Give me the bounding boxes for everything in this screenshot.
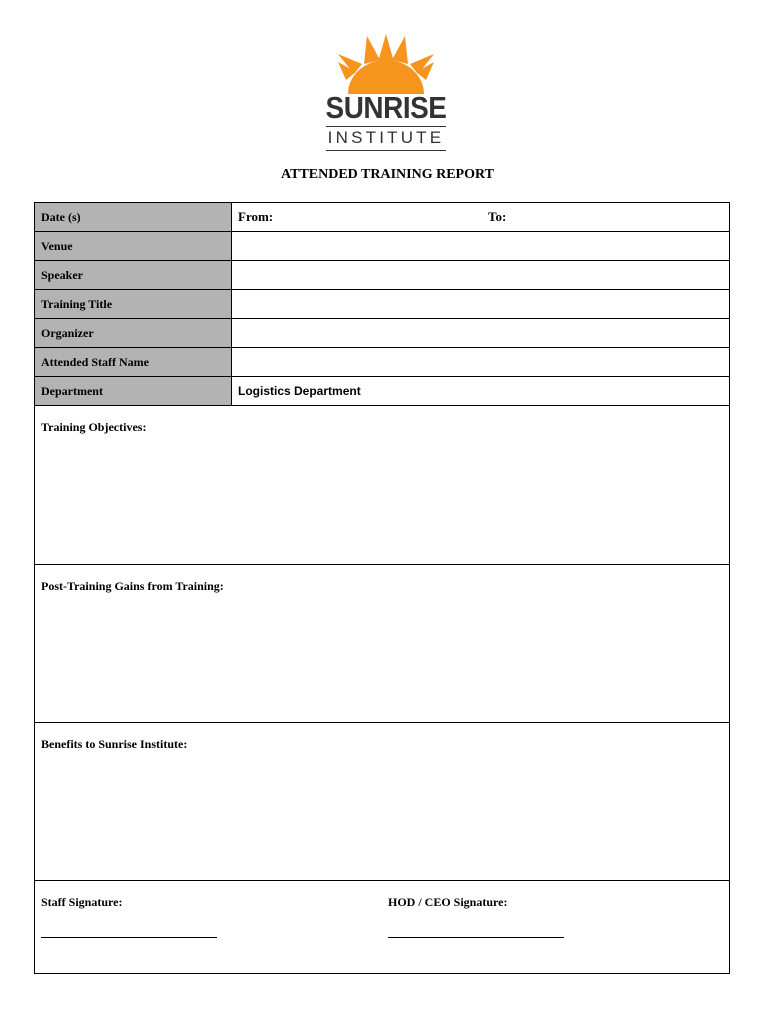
date-row <box>35 203 729 232</box>
report-title: ATTENDED TRAINING REPORT <box>281 167 494 182</box>
venue-field[interactable] <box>232 232 730 261</box>
post-training-gains-label: Post-Training Gains from Training: <box>41 579 224 593</box>
info-table <box>35 203 729 406</box>
department-label: Department <box>35 377 232 406</box>
sunrise-logo <box>318 34 454 156</box>
hod-signature-line[interactable] <box>388 936 564 938</box>
training-objectives-label: Training Objectives: <box>41 420 147 434</box>
logo-rule-top <box>326 126 446 127</box>
venue-row <box>35 232 729 261</box>
organizer-field[interactable] <box>232 319 730 348</box>
speaker-field[interactable] <box>232 261 730 290</box>
training-title-field[interactable] <box>232 290 730 319</box>
logo-name: SUNRISE <box>325 90 447 125</box>
staff-signature-line[interactable] <box>41 936 217 938</box>
staff-signature-label: Staff Signature: <box>41 895 123 909</box>
date-label: Date (s) <box>35 203 232 232</box>
hod-signature-label: HOD / CEO Signature: <box>388 895 508 909</box>
training-title-row <box>35 290 729 319</box>
attended-staff-label: Attended Staff Name <box>35 348 232 377</box>
attended-staff-row <box>35 348 729 377</box>
training-title-label: Training Title <box>35 290 232 319</box>
from-label: From: <box>238 209 274 224</box>
date-value[interactable] <box>232 203 730 232</box>
organizer-row <box>35 319 729 348</box>
speaker-label: Speaker <box>35 261 232 290</box>
department-row <box>35 377 729 406</box>
signature-row <box>35 880 729 973</box>
organizer-label: Organizer <box>35 319 232 348</box>
venue-label: Venue <box>35 232 232 261</box>
to-label: To: <box>488 209 507 224</box>
training-report-form <box>34 202 730 974</box>
attended-staff-field[interactable] <box>232 348 730 377</box>
post-training-gains-section[interactable] <box>35 564 729 722</box>
speaker-row <box>35 261 729 290</box>
benefits-section[interactable] <box>35 722 729 880</box>
training-objectives-section[interactable] <box>35 406 729 564</box>
benefits-label: Benefits to Sunrise Institute: <box>41 737 188 751</box>
department-field[interactable]: Logistics Department <box>232 377 730 406</box>
logo-subtitle: INSTITUTE <box>327 128 445 147</box>
logo-rule-bottom <box>326 150 446 151</box>
